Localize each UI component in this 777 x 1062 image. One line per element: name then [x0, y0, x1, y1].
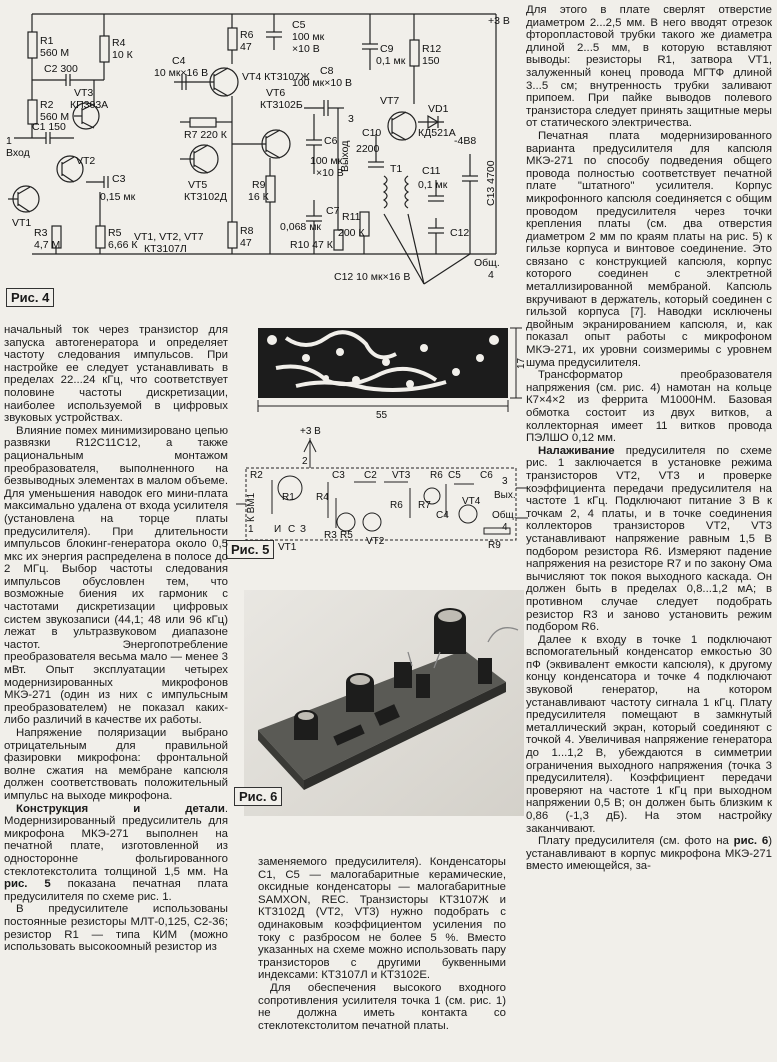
paragraph: начальный ток через транзистор для запуска автогенератора и определяет частоту следования импульсов. При настройке ее следует устанавливать в пределах 22...24 кГц, что соответствует половине частоты дискретизации, наиболее используемой в цифровых звуковых устройствах.: [4, 324, 228, 425]
label-c13: C13 4700: [485, 160, 497, 206]
label-c2: C2 300: [44, 63, 78, 75]
label-pcb-vm1: К ВМ1: [246, 492, 257, 522]
figure-label-fig6: Рис. 6: [234, 787, 282, 806]
label-c11-value: 0,1 мк: [418, 179, 448, 191]
label-c4-value: 10 мк×16 В: [154, 67, 209, 79]
label-vt1: VT1: [12, 217, 32, 229]
paragraph: Печатная плата модернизированного варианта предусилителя для капсюля МКЭ-271 по способу подведения общего провода полностью соответствует печатной плате "штатного" усилителя. Корпус микрофонного капсюля соединяется с общим проводом предусилителя через точки крепления платы (см. два отверстия диаметром 2 мм по краям платы на рис. 5) к гильзе корпуса и винтовое соединение. Это связано с конструкцией капсюля, корпус которого соединен с электретной металлизированной мембраной. Капсюль вкручивают в держатель, который соединен с гильзой корпуса [7]. Наводки исключены двойным экранированием капсюля, и, как показал опыт работы с микрофоном МКЭ-271, их уровни соизмеримы с уровнем шума предусилителя.: [526, 129, 772, 369]
label-vt3: VT3: [74, 87, 94, 99]
label-c10: C10: [362, 127, 382, 139]
label-vt5-type: КТ3102Д: [184, 191, 227, 203]
label-pcb-vt2: VT2: [366, 536, 385, 547]
section-heading: Конструкция и детали: [16, 802, 225, 815]
paragraph: Конструкция и детали. Модернизированный предусилитель для микрофона МКЭ-271 выполнен на печатной плате, изготовленной из одностороннe фольгированного стеклотекстолита толщиной 1,5 мм. На рис. 5 показана печатная плата предусилителя по схеме рис. 1.: [4, 802, 228, 903]
label-r3: R3: [34, 227, 48, 239]
label-r4-value: 10 К: [112, 49, 133, 61]
paragraph: Далее к входу в точке 1 подключают вспомогательный конденсатор емкостью 30 пФ (эквивалент емкости капсюля), к другому концу конденсатора и точке 4 подключают звуковой генератор, на котором устанавливают частоту сигнала 1 кГц. Плату предусилителя помещают в замкнутый металлический экран, который соединяют с точкой 4. Увеличивая напряжение генератора до 1...1,2 В, убеждаются в симметрии ограничения выходного напряжения (точка 3 предусилителя). Коэффициент передачи проверяют на частоте 1 кГц при выходном напряжении 0,5 В; он должен быть близким к 0,86 (-1,3 дБ). На этом настройку заканчивают.: [526, 633, 772, 835]
label-pin1: 1: [6, 135, 12, 147]
label-r8: R8: [240, 225, 254, 237]
label-pcb-obsh: Общ.: [492, 510, 517, 521]
label-vt-note2: КТ3107Л: [144, 243, 187, 255]
label-vd1-type: КД521А: [418, 127, 456, 139]
photo-fig6: [244, 590, 524, 816]
pcb-fig5: [236, 318, 528, 558]
label-vhod: Вход: [6, 147, 30, 159]
label-r8-value: 47: [240, 237, 252, 249]
label-c11: C11: [422, 165, 441, 177]
label-vt-note: VT1, VT2, VT7: [134, 231, 204, 243]
label-c9-value: 0,1 мк: [376, 55, 406, 67]
label-pcb-r5: R5: [340, 530, 353, 541]
label-r1: R1: [40, 35, 54, 47]
label-r5-value: 6,66 К: [108, 239, 138, 251]
label-pcb-r4: R4: [316, 492, 329, 503]
column-right: [526, 4, 772, 873]
label-pcb-c5: C5: [448, 470, 461, 481]
figure-label-fig4: Рис. 4: [6, 288, 54, 307]
paragraph: Трансформатор преобразователя напряжения (см. рис. 4) намотан на кольце К7×4×2 из феррита М1000НМ. Базовая обмотка состоит из двух витков, а коллекторная имеет 11 витков провода ПЭЛШО 0,12 мм.: [526, 369, 772, 445]
label-pin4: 4: [488, 269, 494, 281]
label-c3-value: 0,15 мк: [100, 191, 136, 203]
label-pcb-cz: З: [300, 524, 307, 535]
label-vt2: VT2: [76, 155, 96, 167]
label-r2-value: 560 М: [40, 111, 70, 123]
label-c5-value: 100 мк: [292, 31, 325, 43]
label-pcb-c6: C6: [480, 470, 493, 481]
label-c4: C4: [172, 55, 186, 67]
label-pcb-r9: R9: [488, 540, 501, 551]
label-r6: R6: [240, 29, 254, 41]
paragraph: Плату предусилителя (см. фото на рис. 6) устанавливают в корпус микрофона МКЭ-271 вместо имеющейся, за-: [526, 835, 773, 873]
label-pcb-c2: C2: [364, 470, 377, 481]
label-plus3v: +3 В: [488, 15, 510, 27]
label-minus4v8: -4В8: [454, 135, 477, 147]
label-c6-value2: ×10 В: [316, 167, 344, 179]
label-r1-value: 560 М: [40, 47, 70, 59]
label-pcb-vt4: VT4: [462, 496, 481, 507]
label-r10: R10 47 К: [290, 239, 333, 251]
label-t1: T1: [390, 163, 403, 175]
label-c8: C8: [320, 65, 334, 77]
label-pcb-vt3: VT3: [392, 470, 411, 481]
label-c1: C1 150: [32, 121, 66, 133]
label-vd1: VD1: [428, 103, 449, 115]
label-r5: R5: [108, 227, 122, 239]
label-c6-value: 100 мк: [310, 155, 343, 167]
label-c3: C3: [112, 173, 126, 185]
label-c12-bottom: C12 10 мк×16 В: [334, 271, 411, 283]
paragraph: Влияние помех минимизировано цепью развязки R12C11C12, а также рациональным монтажом преобразователя, выполненного на безвыводных элементах в малом объеме. Для уменьшения наводок его мини-плата максимально удалена от входа усилителя (установлена на торце платы предусилителя). При длительности импульсов блокинг-генератора около 0,5 мкс их энергия распределена в полосе до 2 МГц. Выбор частоты следования импульсов обусловлен тем, что возможные биения их гармоник с частотами дискретизации цифровых систем звукозаписи (44,1; 48 или 96 кГц) лежат в ультразвуковом диапазоне частот. Энергопотребление преобразователя весьма мало — менее 3 мВт. Опыт эксплуатации четырех модернизированных микрофонов МКЭ-271 (один из них с импульсным преобразователем) не показал каких-либо различий в качестве их работы.: [4, 424, 228, 727]
label-pcb-vt1: VT1: [278, 542, 297, 553]
label-r6-value: 47: [240, 41, 252, 53]
paragraph: Напряжение поляризации выбрано отрицательным для правильной фазировки микрофона: фронтальной волне сжатия на мембране капсюля должен соответствовать положительный импульс на выходе микрофона.: [4, 727, 228, 802]
label-pcb-r3: R3: [324, 530, 337, 541]
label-dim-height: 17: [516, 357, 527, 369]
label-obsh: Общ.: [474, 257, 500, 269]
label-pcb-cc: С: [288, 524, 296, 535]
figure-label-fig5: Рис. 5: [226, 540, 274, 559]
label-c12: C12: [450, 227, 470, 239]
label-pcb-plus3v: +3 В: [300, 426, 321, 437]
paragraph: В предусилителе использованы постоянные резисторы МЛТ-0,125, С2-36; резистор R1 — типа КИМ (можно использовать высокоомный резистор из: [4, 903, 228, 954]
label-pcb-r6-top: R6: [430, 470, 443, 481]
label-r2: R2: [40, 99, 54, 111]
label-r4: R4: [112, 37, 126, 49]
label-vt6: VT6: [266, 87, 286, 99]
column-middle: [258, 856, 506, 1032]
label-pcb-r2: R2: [250, 470, 263, 481]
label-r12: R12: [422, 43, 442, 55]
label-c10-value: 2200: [356, 143, 380, 155]
column-left: [4, 324, 228, 954]
label-pcb-ci: И: [274, 524, 282, 535]
schematic-fig4: [4, 4, 512, 304]
label-pcb-pin1: 1: [248, 524, 254, 535]
label-pcb-c4: C4: [436, 510, 449, 521]
label-pcb-c3: C3: [332, 470, 345, 481]
label-pcb-r7: R7: [418, 500, 431, 511]
label-c5-value2: ×10 В: [292, 43, 320, 55]
figure-ref: рис. 5: [4, 878, 51, 891]
label-c9: C9: [380, 43, 394, 55]
section-heading: Налаживание: [538, 444, 615, 457]
figure-ref: рис. 6: [733, 835, 769, 848]
label-r11: R11: [342, 211, 361, 223]
label-r7: R7 220 К: [184, 129, 227, 141]
label-pcb-vyh: Вых.: [494, 490, 516, 501]
label-r11-value: 200 К: [338, 227, 365, 239]
label-r12-value: 150: [422, 55, 440, 67]
paragraph: заменяемого предусилителя). Конденсаторы C1, C5 — малогабаритные керамические, оксидные конденсаторы — малогабаритные SAMXON, REC. Транзисторы КТ3107Ж и КТ3102Д (VT2, VT3) нужно подобрать с одинаковым коэффициентом усиления по току с разбросом не более 5 %. Вместо указанных на схеме можно использовать пару транзисторов с другими буквенными индексами: КТ3107Л и КТ3102Е.: [258, 856, 506, 982]
paragraph: Налаживание предусилителя по схеме рис. 1 заключается в установке режима транзисторов VT2, VT3 и проверке коэффициента передачи предусилителя на частоте 1 кГц. Подключают питание 3 В к точкам 2, 4 платы, и в точке соединения коллекторов транзисторов VT2, VT3 устанавливают напряжение равным 1,5 В подбором резистора R6. Измеряют падение напряжения на резисторе R7 и по закону Ома вычисляют ток покоя выходного каскада. Он должен быть в пределах 0,8...1,2 мА; в противном случае следует подобрать резистор R3 и заново установить режим подбором R6.: [526, 444, 772, 634]
label-dim-width: 55: [376, 410, 388, 421]
label-pcb-r1: R1: [282, 492, 295, 503]
label-pin3: 3: [348, 113, 354, 125]
label-c8-value: 100 мк×10 В: [292, 77, 352, 89]
label-vt4: VT4 КТ3107Ж: [242, 71, 310, 83]
label-vt3-type: КП303А: [70, 99, 109, 111]
label-pcb-r6: R6: [390, 500, 403, 511]
label-c5: C5: [292, 19, 306, 31]
label-c7: C7: [326, 205, 340, 217]
label-pcb-pin4: 4: [502, 522, 508, 533]
paragraph: Для этого в плате сверлят отверстие диаметром 2...2,5 мм. В него вводят отрезок фторопластовой трубки такого же диаметра длиной 2...5 мм, в которую вставляют выводы: резисторы R1, затвора VT1, залуженный конец провода МГТФ длиной 3...5 см; внутренность трубки заливают припоем. При пайке выводов полевого транзистора следует принять защитные меры от статического электричества.: [526, 4, 772, 130]
paragraph: Для обеспечения высокого входного сопротивления усилителя точка 1 (см. рис. 1) не должна иметь контакта со стеклотекстолитом печатной платы.: [258, 981, 506, 1032]
label-r9: R9: [252, 179, 266, 191]
label-c6: C6: [324, 135, 338, 147]
label-pcb-pin2: 2: [302, 456, 308, 467]
label-vt5: VT5: [188, 179, 208, 191]
label-vt7: VT7: [380, 95, 400, 107]
label-r9-value: 16 К: [248, 191, 269, 203]
label-vt6-type: КТ3102Б: [260, 99, 303, 111]
label-pcb-out3: 3: [502, 476, 508, 487]
label-r3-value: 4,7 М: [34, 239, 61, 251]
label-vyhod: Выход: [339, 140, 351, 172]
label-c7-value: 0,068 мк: [280, 221, 322, 233]
